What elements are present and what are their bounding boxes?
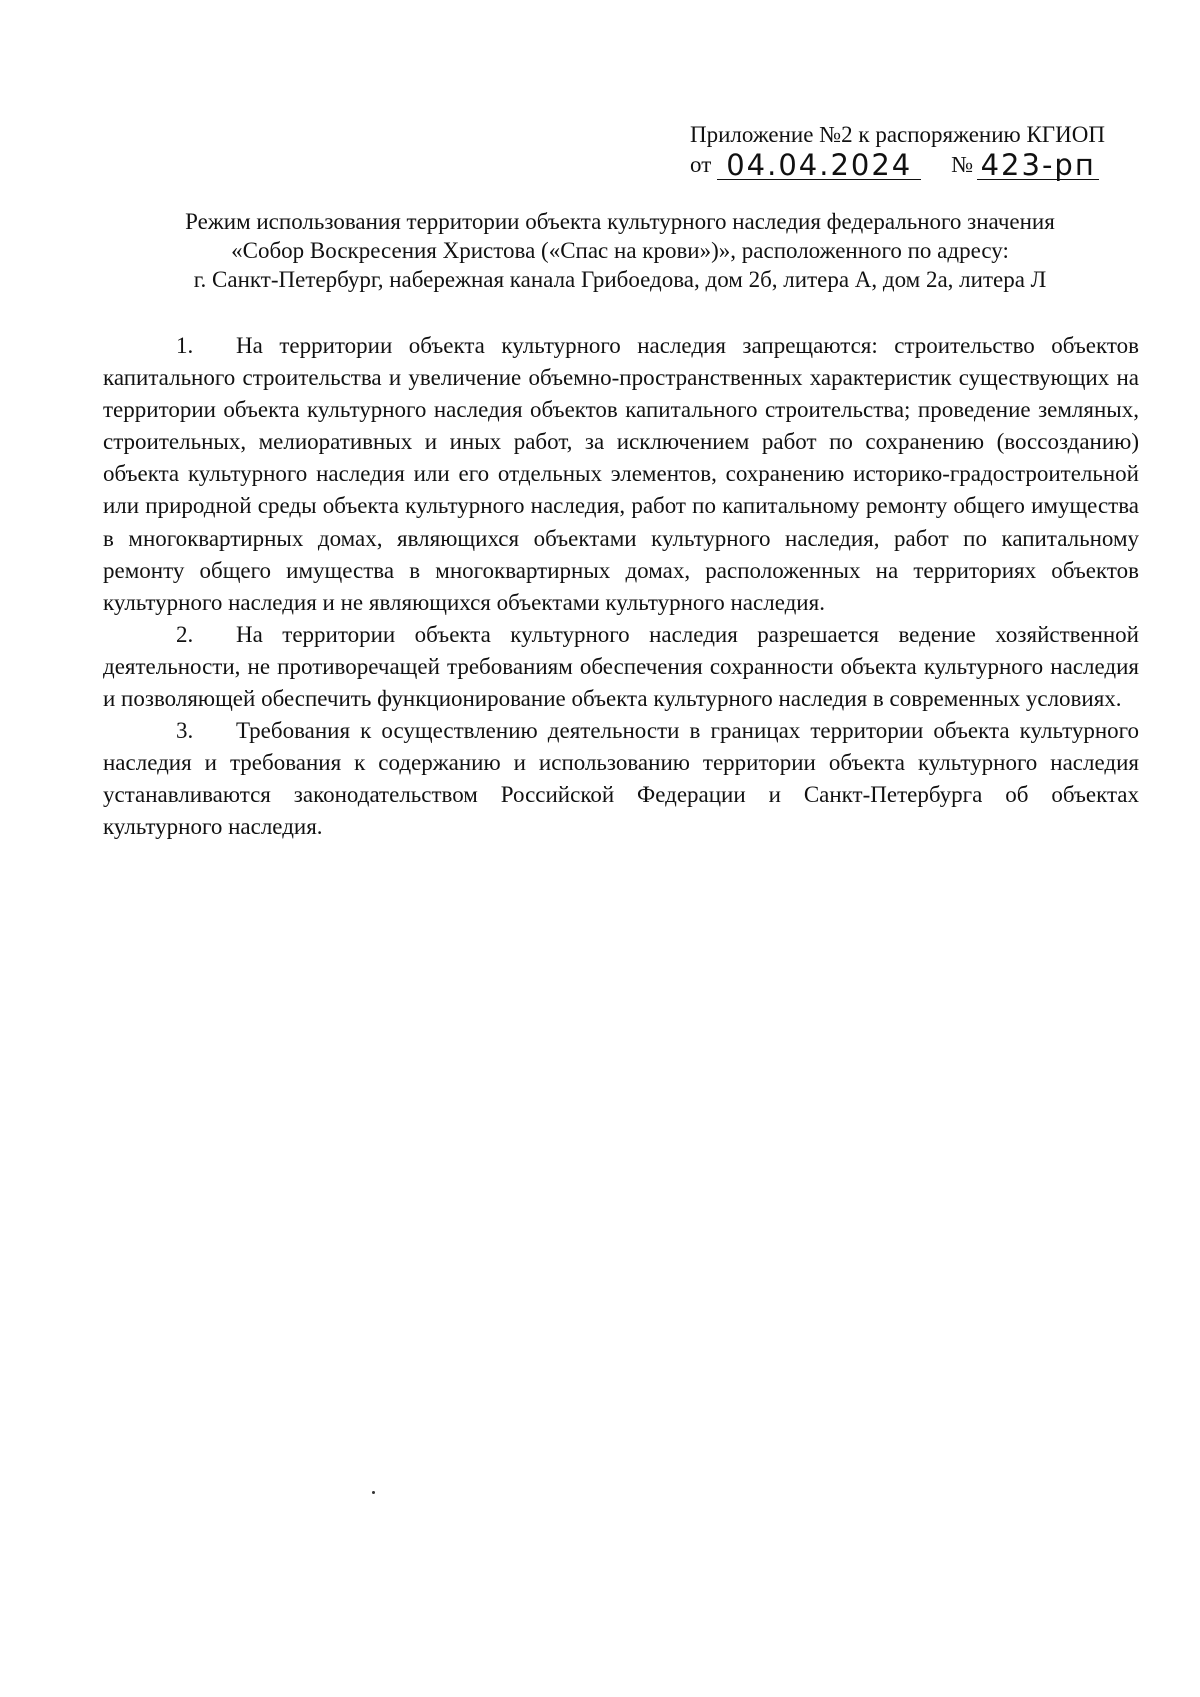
scan-speck bbox=[372, 1491, 375, 1494]
document-title bbox=[100, 207, 1140, 294]
paragraph-number: 1. bbox=[176, 333, 194, 358]
date-prefix: от bbox=[690, 152, 712, 177]
paragraph-text: Требования к осуществлению деятельности в границах территории объекта культурного наследия и требования к содержанию и использованию территории объекта культурного наследия устанавливаются законодательством Российской Федерации и Санкт-Петербурга об объектах культурного наследия. bbox=[103, 718, 1139, 840]
order-date-number-line bbox=[690, 150, 1160, 180]
document-body bbox=[103, 330, 1139, 844]
appendix-reference: Приложение №2 к распоряжению КГИОП bbox=[690, 122, 1105, 147]
handwritten-order-number: 423-рп bbox=[977, 151, 1099, 180]
appendix-header bbox=[690, 120, 1160, 180]
paragraph-2 bbox=[103, 619, 1139, 715]
paragraph-number: 3. bbox=[176, 718, 194, 744]
paragraph-1 bbox=[103, 330, 1139, 619]
paragraph-number: 2. bbox=[176, 621, 194, 647]
paragraph-text: На территории объекта культурного наследия разрешается ведение хозяйственной деятельности, не противоречащей требованиям обеспечения сохранности объекта культурного наследия и позволяющей обеспечить функционирование объекта культурного наследия в современных условиях. bbox=[103, 621, 1139, 712]
title-line-3: г. Санкт-Петербург, набережная канала Грибоедова, дом 2б, литера А, дом 2а, литера Л bbox=[193, 267, 1047, 292]
paragraph-3 bbox=[103, 715, 1139, 843]
number-sign: № bbox=[951, 152, 974, 177]
paragraph-text: На территории объекта культурного наследия запрещаются: строительство объектов капитального строительства и увеличение объемно-пространственных характеристик существующих на территории объекта культурного наследия объектов капитального строительства; проведение земляных, строительных, мелиоративных и иных работ, за исключением работ по сохранению (воссозданию) объекта культурного наследия или его отдельных элементов, сохранению историко-градостроительной или природной среды объекта культурного наследия, работ по капитальному ремонту общего имущества в многоквартирных домах, являющихся объектами культурного наследия, работ по капитальному ремонту общего имущества в многоквартирных домах, расположенных на территориях объектов культурного наследия и не являющихся объектами культурного наследия. bbox=[103, 333, 1139, 615]
handwritten-order-date: 04.04.2024 bbox=[717, 151, 921, 180]
title-line-2: «Собор Воскресения Христова («Спас на крови»)», расположенного по адресу: bbox=[231, 238, 1009, 263]
title-line-1: Режим использования территории объекта культурного наследия федерального значения bbox=[185, 209, 1055, 234]
